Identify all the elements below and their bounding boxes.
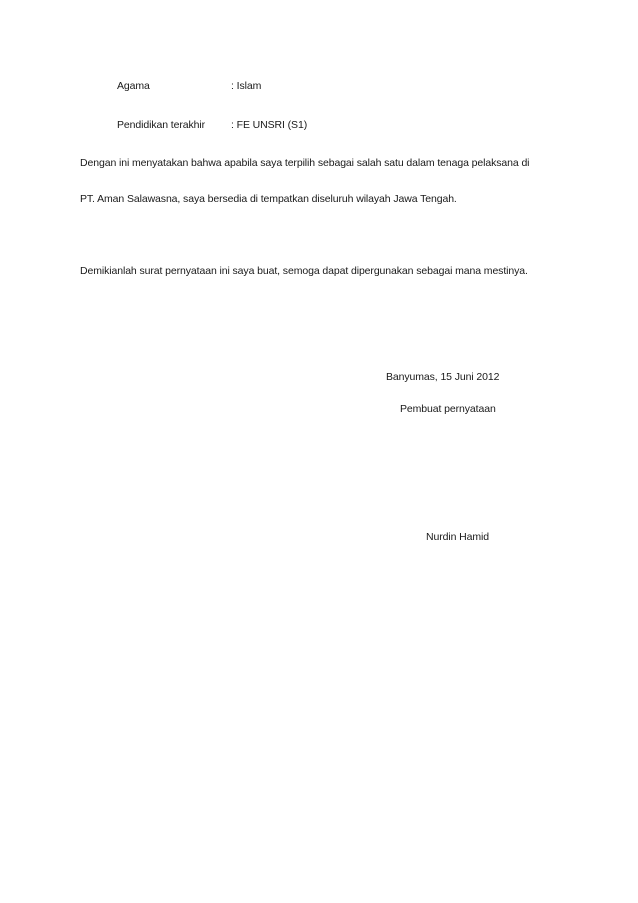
- religion-label: Agama: [117, 80, 150, 92]
- religion-value: : Islam: [231, 80, 262, 92]
- closing-paragraph: Demikianlah surat pernyataan ini saya buat, semoga dapat dipergunakan sebagai mana mestinya.: [80, 265, 528, 277]
- signer-name: Nurdin Hamid: [426, 531, 489, 543]
- signer-role: Pembuat pernyataan: [400, 403, 496, 415]
- statement-line-1: Dengan ini menyatakan bahwa apabila saya terpilih sebagai salah satu dalam tenaga pelaksana di: [80, 157, 530, 169]
- education-label: Pendidikan terakhir: [117, 119, 205, 131]
- place-date: Banyumas, 15 Juni 2012: [386, 371, 500, 383]
- education-value: : FE UNSRI (S1): [231, 119, 308, 131]
- statement-line-2: PT. Aman Salawasna, saya bersedia di tempatkan diseluruh wilayah Jawa Tengah.: [80, 193, 457, 205]
